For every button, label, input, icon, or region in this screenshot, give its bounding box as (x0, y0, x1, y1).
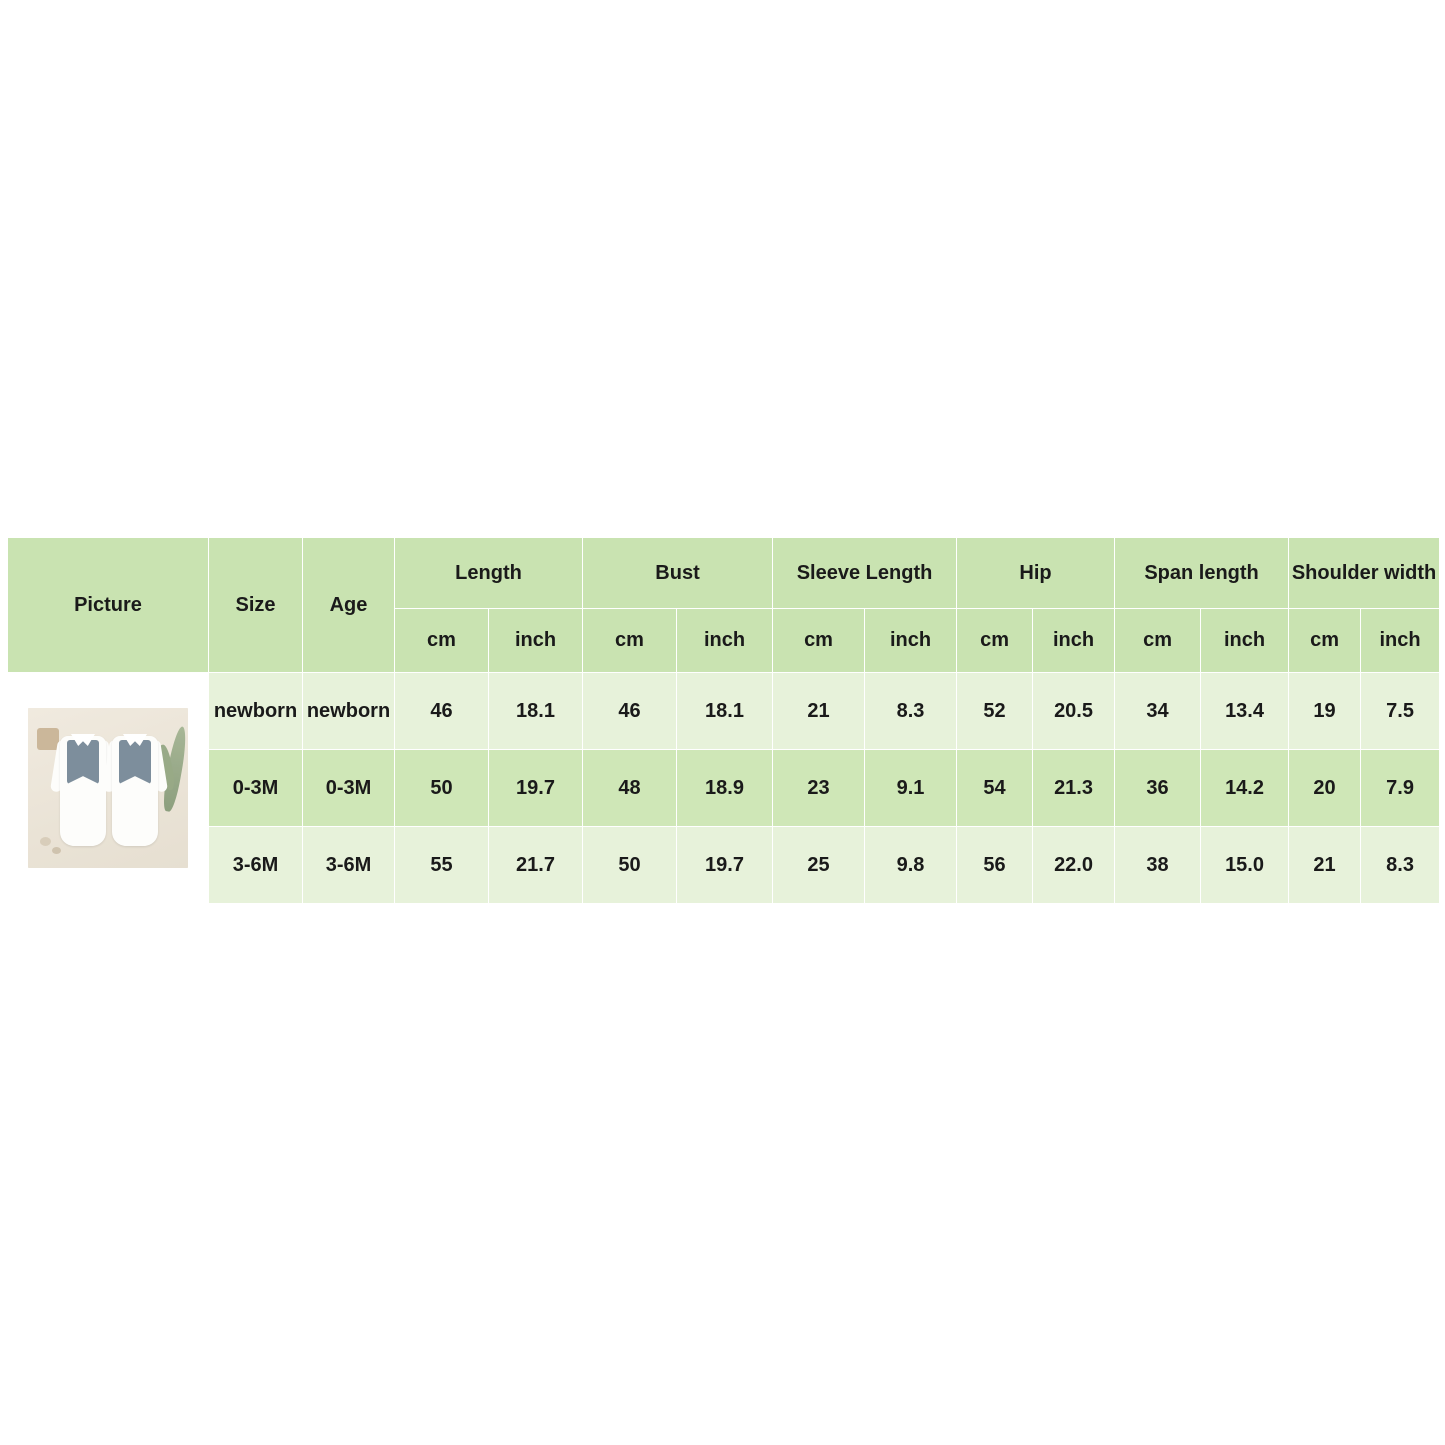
header-span-length: Span length (1115, 538, 1289, 609)
cell-length-cm: 55 (395, 827, 489, 904)
cell-age: 0-3M (303, 750, 395, 827)
cell-span-inch: 15.0 (1201, 827, 1289, 904)
table-row (8, 827, 1440, 904)
cell-size: newborn (209, 673, 303, 750)
table-row (8, 673, 1440, 750)
cell-shoulder-inch: 8.3 (1361, 827, 1440, 904)
cell-hip-inch: 20.5 (1033, 673, 1115, 750)
header-sleeve-cm: cm (773, 609, 865, 673)
size-chart-container (7, 537, 1439, 904)
cell-span-cm: 36 (1115, 750, 1201, 827)
header-hip: Hip (957, 538, 1115, 609)
cell-span-cm: 34 (1115, 673, 1201, 750)
cell-shoulder-inch: 7.5 (1361, 673, 1440, 750)
cell-shoulder-cm: 21 (1289, 827, 1361, 904)
legs (119, 802, 151, 846)
header-age: Age (303, 538, 395, 673)
cell-hip-inch: 21.3 (1033, 750, 1115, 827)
product-photo (28, 708, 188, 868)
cell-hip-cm: 52 (957, 673, 1033, 750)
cell-sleeve-cm: 23 (773, 750, 865, 827)
cell-size: 0-3M (209, 750, 303, 827)
romper-right (106, 724, 164, 850)
cell-length-inch: 21.7 (489, 827, 583, 904)
cell-span-cm: 38 (1115, 827, 1201, 904)
cell-age: 3-6M (303, 827, 395, 904)
header-shoulder-cm: cm (1289, 609, 1361, 673)
cell-hip-inch: 22.0 (1033, 827, 1115, 904)
cell-age: newborn (303, 673, 395, 750)
product-photo-wrapper (8, 674, 208, 902)
header-sleeve-inch: inch (865, 609, 957, 673)
header-span-inch: inch (1201, 609, 1289, 673)
header-length-inch: inch (489, 609, 583, 673)
cell-shoulder-cm: 20 (1289, 750, 1361, 827)
header-size: Size (209, 538, 303, 673)
cell-bust-cm: 50 (583, 827, 677, 904)
cell-sleeve-cm: 25 (773, 827, 865, 904)
table-row (8, 750, 1440, 827)
cell-hip-cm: 54 (957, 750, 1033, 827)
cell-length-cm: 46 (395, 673, 489, 750)
cell-bust-inch: 18.9 (677, 750, 773, 827)
pebble-decoration (40, 837, 51, 846)
header-shoulder-width: Shoulder width (1289, 538, 1440, 609)
header-bust-inch: inch (677, 609, 773, 673)
cell-shoulder-inch: 7.9 (1361, 750, 1440, 827)
cell-sleeve-inch: 8.3 (865, 673, 957, 750)
header-length-cm: cm (395, 609, 489, 673)
cell-span-inch: 14.2 (1201, 750, 1289, 827)
header-bust-cm: cm (583, 609, 677, 673)
header-bust: Bust (583, 538, 773, 609)
product-image-cell (8, 673, 209, 904)
cell-length-inch: 19.7 (489, 750, 583, 827)
cell-sleeve-cm: 21 (773, 673, 865, 750)
legs (67, 802, 99, 846)
pebble-decoration (52, 847, 61, 854)
cell-sleeve-inch: 9.8 (865, 827, 957, 904)
cell-size: 3-6M (209, 827, 303, 904)
header-hip-cm: cm (957, 609, 1033, 673)
header-group-row (8, 538, 1440, 609)
header-shoulder-inch: inch (1361, 609, 1440, 673)
header-hip-inch: inch (1033, 609, 1115, 673)
header-picture: Picture (8, 538, 209, 673)
cell-span-inch: 13.4 (1201, 673, 1289, 750)
cell-sleeve-inch: 9.1 (865, 750, 957, 827)
cell-bust-inch: 18.1 (677, 673, 773, 750)
header-span-cm: cm (1115, 609, 1201, 673)
cell-bust-cm: 48 (583, 750, 677, 827)
cell-length-inch: 18.1 (489, 673, 583, 750)
cell-bust-inch: 19.7 (677, 827, 773, 904)
cell-shoulder-cm: 19 (1289, 673, 1361, 750)
header-length: Length (395, 538, 583, 609)
cell-hip-cm: 56 (957, 827, 1033, 904)
header-sleeve-length: Sleeve Length (773, 538, 957, 609)
size-chart-table (7, 537, 1440, 904)
cell-bust-cm: 46 (583, 673, 677, 750)
cell-length-cm: 50 (395, 750, 489, 827)
